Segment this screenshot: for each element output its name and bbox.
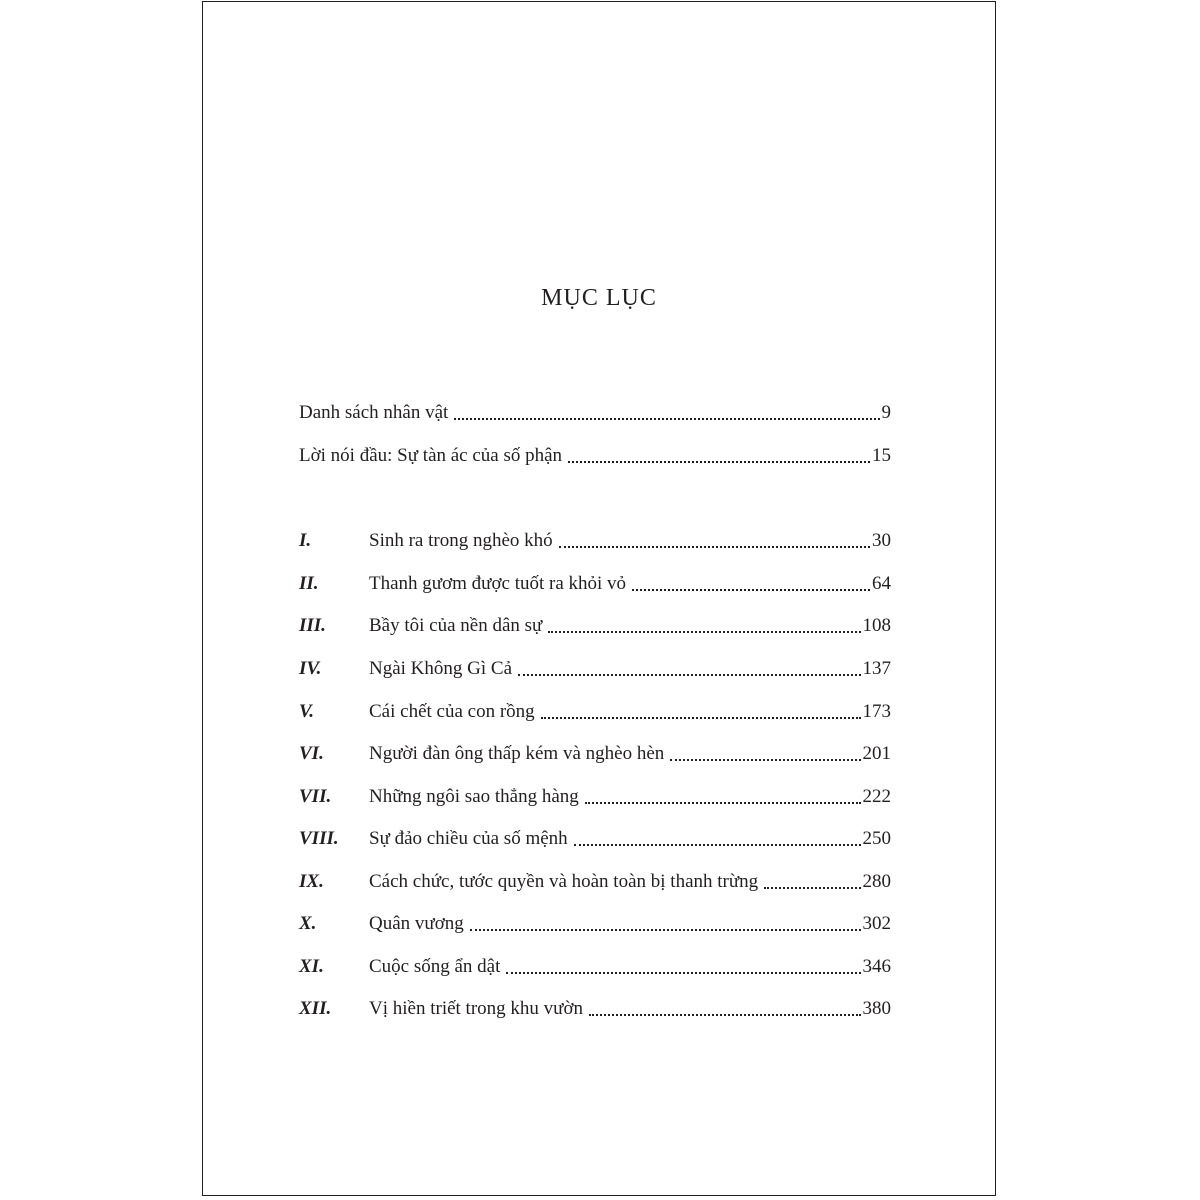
toc-entry-label: Ngài Không Gì Cả <box>369 658 513 679</box>
dot-leader <box>454 417 879 420</box>
toc-entry-page: 302 <box>862 913 891 934</box>
book-page <box>202 1 996 1196</box>
toc-entry-label: Cuộc sống ẩn dật <box>369 956 501 977</box>
toc-entry-chapter-7 <box>299 782 891 812</box>
dot-leader <box>589 1013 860 1016</box>
toc-entry-page: 280 <box>862 871 891 892</box>
chapter-number: III. <box>299 615 326 636</box>
chapter-number: V. <box>299 701 314 722</box>
toc-entry-page: 137 <box>862 658 891 679</box>
toc-entry-chapter-12 <box>299 994 891 1024</box>
toc-entry-label: Vị hiền triết trong khu vườn <box>369 998 584 1019</box>
toc-entry-page: 250 <box>862 828 891 849</box>
toc-entry-label: Sinh ra trong nghèo khó <box>369 530 553 551</box>
chapter-number: IX. <box>299 871 324 892</box>
toc-entry-chapter-6 <box>299 739 891 769</box>
toc-entry-chapter-11 <box>299 952 891 982</box>
chapter-number: XI. <box>299 956 324 977</box>
dot-leader <box>541 716 861 719</box>
toc-entry-characters <box>299 398 891 428</box>
dot-leader <box>585 801 861 804</box>
toc-entry-page: 30 <box>872 530 891 551</box>
toc-entry-chapter-10 <box>299 909 891 939</box>
dot-leader <box>764 886 860 889</box>
chapter-number: II. <box>299 573 319 594</box>
toc-entry-chapter-1 <box>299 526 891 556</box>
toc-entry-page: 173 <box>862 701 891 722</box>
toc-entry-label: Cái chết của con rồng <box>369 701 535 722</box>
toc-entry-page: 9 <box>881 402 891 423</box>
toc-entry-label: Quân vương <box>369 913 464 934</box>
toc-entry-page: 64 <box>872 573 891 594</box>
toc-entry-chapter-2 <box>299 569 891 599</box>
chapter-number: I. <box>299 530 312 551</box>
toc-entry-label: Người đàn ông thấp kém và nghèo hèn <box>369 743 665 764</box>
chapter-number: IV. <box>299 658 322 679</box>
toc-entry-label: Cách chức, tước quyền và hoàn toàn bị thanh trừng <box>369 871 759 892</box>
dot-leader <box>568 460 870 463</box>
toc-entry-page: 15 <box>872 445 891 466</box>
toc-entry-page: 346 <box>862 956 891 977</box>
chapter-number: XII. <box>299 998 332 1019</box>
chapter-number: VII. <box>299 786 332 807</box>
dot-leader <box>670 758 860 761</box>
dot-leader <box>548 630 860 633</box>
toc-entry-chapter-5 <box>299 697 891 727</box>
chapter-number: VIII. <box>299 828 339 849</box>
toc-entry-page: 380 <box>862 998 891 1019</box>
page-title: MỤC LỤC <box>541 285 657 311</box>
toc-entry-chapter-3 <box>299 611 891 641</box>
toc-entry-label: Sự đảo chiều của số mệnh <box>369 828 568 849</box>
toc-entry-label: Thanh gươm được tuốt ra khỏi vỏ <box>369 573 627 594</box>
toc-entry-label: Bầy tôi của nền dân sự <box>369 615 543 636</box>
toc-entry-label: Danh sách nhân vật <box>299 402 449 423</box>
toc-entry-page: 201 <box>862 743 891 764</box>
dot-leader <box>574 843 861 846</box>
toc-entry-label: Những ngôi sao thẳng hàng <box>369 786 579 807</box>
dot-leader <box>632 588 870 591</box>
dot-leader <box>559 545 870 548</box>
toc-entry-page: 108 <box>862 615 891 636</box>
chapter-number: VI. <box>299 743 324 764</box>
dot-leader <box>470 928 861 931</box>
toc-entry-chapter-9 <box>299 867 891 897</box>
toc-entry-label: Lời nói đầu: Sự tàn ác của số phận <box>299 445 563 466</box>
toc-entry-preface <box>299 441 891 471</box>
chapter-number: X. <box>299 913 317 934</box>
toc-entry-page: 222 <box>862 786 891 807</box>
dot-leader <box>506 971 860 974</box>
toc-entry-chapter-8 <box>299 824 891 854</box>
toc-entry-chapter-4 <box>299 654 891 684</box>
dot-leader <box>518 673 860 676</box>
